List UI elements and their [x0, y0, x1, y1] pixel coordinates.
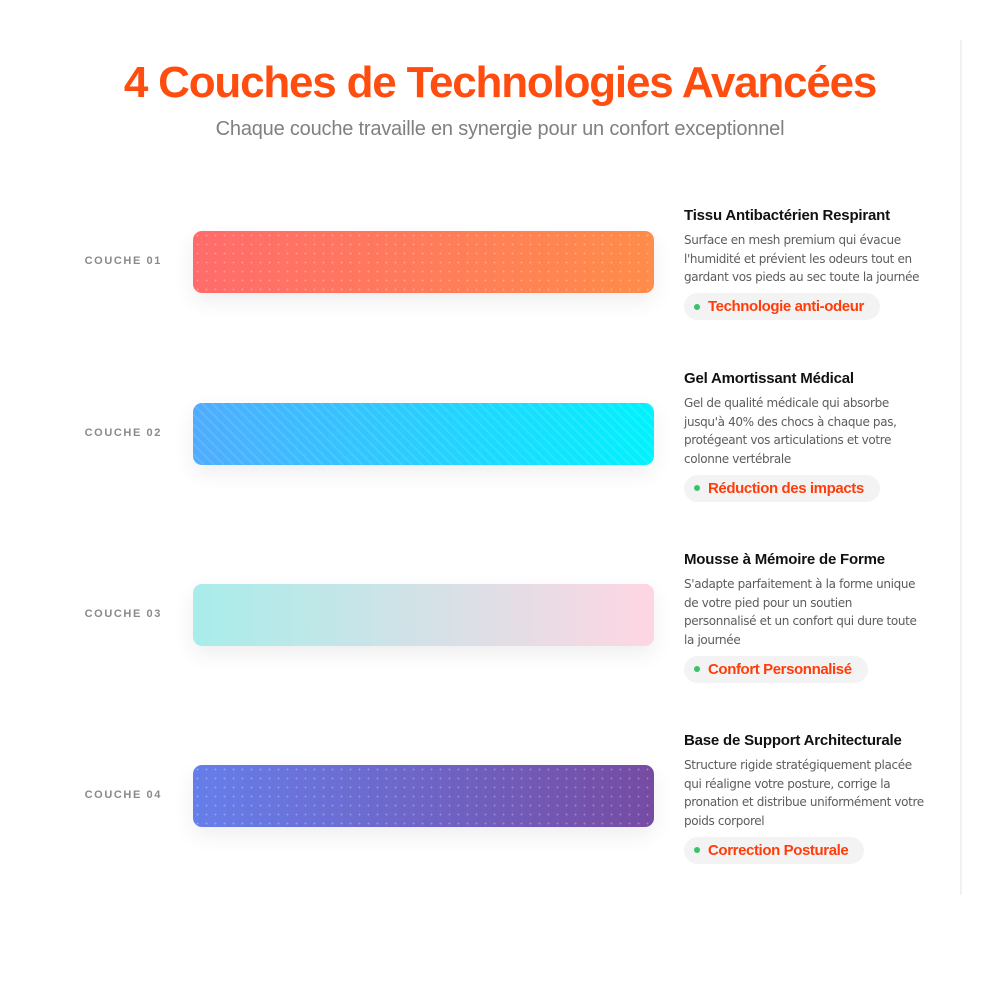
layer-bar-1: [193, 231, 654, 293]
layer-info-3: [684, 550, 924, 683]
feature-badge: [684, 837, 864, 864]
layer-info-4: [684, 731, 924, 864]
status-dot-icon: [694, 666, 700, 672]
layer-label: COUCHE 04: [84, 789, 162, 801]
layer-description: Gel de qualité médicale qui absorbe jusqu'à 40% des chocs à chaque pas, protégeant vos articulations et votre colonne vertébrale: [684, 396, 897, 467]
layer-info-1: [684, 206, 924, 320]
layer-title: Base de Support Architecturale: [684, 732, 902, 749]
layer-title: Mousse à Mémoire de Forme: [684, 551, 885, 568]
layer-label: COUCHE 01: [84, 255, 162, 267]
layer-description: Structure rigide stratégiquement placée qui réaligne votre posture, corrige la pronation et distribue uniformément votre poids corporel: [684, 758, 924, 829]
badge-label: Correction Posturale: [708, 841, 849, 859]
layer-bar-4: [193, 765, 654, 827]
layer-label: COUCHE 02: [84, 427, 162, 439]
feature-badge: [684, 656, 868, 683]
page-subtitle: Chaque couche travaille en synergie pour un confort exceptionnel: [215, 118, 785, 140]
layer-bar-3: [193, 584, 654, 646]
layer-label: COUCHE 03: [84, 608, 162, 620]
feature-badge: [684, 475, 880, 502]
status-dot-icon: [694, 847, 700, 853]
layer-description: S'adapte parfaitement à la forme unique de votre pied pour un soutien personnalisé et un confort qui dure toute la journée: [684, 577, 917, 648]
layer-title: Gel Amortissant Médical: [684, 370, 854, 387]
layer-title: Tissu Antibactérien Respirant: [684, 207, 890, 224]
layer-info-2: [684, 369, 924, 502]
layer-bar-2: [193, 403, 654, 465]
feature-badge: [684, 293, 880, 320]
page-title: 4 Couches de Technologies Avancées: [123, 58, 877, 107]
right-edge-divider: [960, 40, 962, 895]
badge-label: Confort Personnalisé: [708, 660, 852, 678]
layer-description: Surface en mesh premium qui évacue l'humidité et prévient les odeurs tout en gardant vos pieds au sec toute la journée: [684, 233, 920, 285]
badge-label: Technologie anti-odeur: [708, 298, 864, 316]
status-dot-icon: [694, 304, 700, 310]
header: [0, 55, 1000, 143]
badge-label: Réduction des impacts: [708, 479, 864, 497]
status-dot-icon: [694, 485, 700, 491]
